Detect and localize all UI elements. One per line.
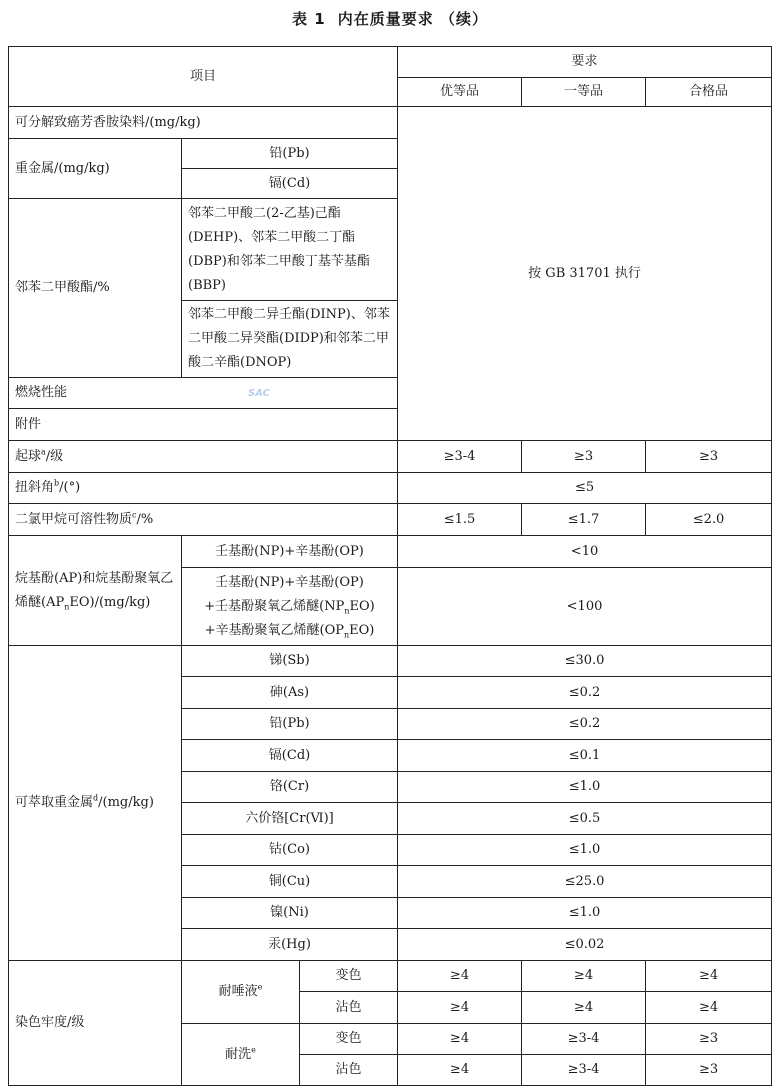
- phthalate-group-a: 邻苯二甲酸二(2-乙基)己酯(DEHP)、邻苯二甲酸二丁酯(DBP)和邻苯二甲酸丁基苄基酯(BBP): [182, 199, 398, 301]
- gb-reference: 按 GB 31701 执行: [398, 107, 772, 441]
- phthalate-group-b: 邻苯二甲酸二异壬酯(DINP)、邻苯二甲酸二异癸酯(DIDP)和邻苯二甲酸二辛酯(DNOP): [182, 301, 398, 378]
- ap-b2-sub: n: [344, 606, 350, 616]
- ap-group-a-value: <10: [398, 536, 772, 568]
- metal-name: 铅(Pb): [182, 709, 398, 740]
- quality-table: [8, 46, 772, 1086]
- pilling-premium: ≥3-4: [398, 441, 522, 473]
- metal-value: ≤1.0: [398, 835, 772, 866]
- dcm-first: ≤1.7: [522, 504, 646, 536]
- row-colorfastness: 染色牢度/级: [9, 961, 182, 1086]
- metal-name: 铜(Cu): [182, 866, 398, 898]
- ap-b2-start: +壬基酚聚氧乙烯醚(NP: [204, 598, 345, 614]
- pilling-label: 起球: [15, 448, 42, 464]
- saliva-label: 耐唾液: [218, 984, 258, 999]
- row-alkylphenol: [9, 536, 182, 646]
- extractable-label: 可萃取重金属: [15, 795, 94, 810]
- watermark: SAC: [248, 388, 270, 399]
- metal-name: 锑(Sb): [182, 646, 398, 677]
- dcm-label: 二氯甲烷可溶性物质: [15, 511, 133, 527]
- metal-name: 铬(Cr): [182, 772, 398, 803]
- saliva-stain-first: ≥4: [522, 992, 646, 1024]
- header-grade-qualified: 合格品: [646, 78, 772, 107]
- ap-b3-end: EO): [349, 622, 375, 638]
- wash-label: 耐洗: [225, 1046, 252, 1062]
- table-continued: （续）: [439, 10, 488, 28]
- pilling-first: ≥3: [522, 441, 646, 473]
- dcm-unit: /%: [136, 511, 154, 527]
- row-skew: [9, 473, 398, 504]
- ap-sub: n: [64, 602, 70, 612]
- ap-group-b-line1: 壬基酚(NP)+辛基酚(OP): [215, 574, 364, 590]
- wash-stain-label: 沾色: [300, 1055, 398, 1086]
- skew-label: 扭斜角: [15, 480, 55, 495]
- metal-name: 钴(Co): [182, 835, 398, 866]
- metal-name: 镉(Cd): [182, 740, 398, 772]
- wash-stain-first: ≥3-4: [522, 1055, 646, 1086]
- ap-b2-end: EO): [349, 598, 375, 614]
- heavy-metal-lead: 铅(Pb): [182, 139, 398, 169]
- metal-value: ≤1.0: [398, 898, 772, 929]
- saliva-stain-qualified: ≥4: [646, 992, 772, 1024]
- wash-change-premium: ≥4: [398, 1024, 522, 1055]
- table-caption: 内在质量要求: [337, 10, 434, 28]
- saliva-change-premium: ≥4: [398, 961, 522, 992]
- row-pilling: [9, 441, 398, 473]
- table-number: 表 1: [292, 10, 326, 28]
- saliva-change-first: ≥4: [522, 961, 646, 992]
- metal-value: ≤0.1: [398, 740, 772, 772]
- wash-change-first: ≥3-4: [522, 1024, 646, 1055]
- header-grade-premium: 优等品: [398, 78, 522, 107]
- wash-stain-qualified: ≥3: [646, 1055, 772, 1086]
- row-flammability: 燃烧性能: [9, 378, 398, 409]
- saliva-change-label: 变色: [300, 961, 398, 992]
- metal-name: 砷(As): [182, 677, 398, 709]
- row-accessories: 附件: [9, 409, 398, 441]
- header-requirement: 要求: [398, 47, 772, 78]
- row-phthalate: 邻苯二甲酸酯/%: [9, 199, 182, 378]
- dcm-qualified: ≤2.0: [646, 504, 772, 536]
- skew-note: b: [54, 478, 60, 488]
- row-heavy-metal: 重金属/(mg/kg): [9, 139, 182, 199]
- metal-value: ≤25.0: [398, 866, 772, 898]
- saliva-stain-premium: ≥4: [398, 992, 522, 1024]
- wash-fastness: [182, 1024, 300, 1086]
- metal-name: 汞(Hg): [182, 929, 398, 961]
- extractable-note: d: [93, 793, 99, 803]
- ap-group-b-line2: [188, 595, 391, 619]
- pilling-note: a: [41, 447, 46, 457]
- dcm-premium: ≤1.5: [398, 504, 522, 536]
- heavy-metal-cadmium: 镉(Cd): [182, 169, 398, 199]
- wash-change-label: 变色: [300, 1024, 398, 1055]
- header-grade-first: 一等品: [522, 78, 646, 107]
- row-azo-dyes: 可分解致癌芳香胺染料/(mg/kg): [9, 107, 398, 139]
- metal-value: ≤0.2: [398, 677, 772, 709]
- skew-value: ≤5: [398, 473, 772, 504]
- metal-name: 镍(Ni): [182, 898, 398, 929]
- metal-name: 六价铬[Cr(Ⅵ)]: [182, 803, 398, 835]
- ap-group-b: [182, 568, 398, 646]
- ap-b3-sub: n: [344, 630, 350, 640]
- saliva-stain-label: 沾色: [300, 992, 398, 1024]
- extractable-unit: /(mg/kg): [98, 795, 154, 810]
- ap-group-b-line3: [188, 619, 391, 643]
- ap-label-tail: EO)/(mg/kg): [69, 594, 151, 610]
- saliva-note: e: [257, 982, 263, 992]
- header-item: 项目: [9, 47, 398, 107]
- ap-b3-start: +辛基酚聚氧乙烯醚(OP: [204, 622, 344, 638]
- wash-change-qualified: ≥3: [646, 1024, 772, 1055]
- metal-value: ≤0.02: [398, 929, 772, 961]
- saliva-change-qualified: ≥4: [646, 961, 772, 992]
- saliva-fastness: [182, 961, 300, 1024]
- dcm-note: c: [132, 510, 137, 520]
- row-dcm: [9, 504, 398, 536]
- metal-value: ≤0.2: [398, 709, 772, 740]
- table-title: [0, 8, 780, 29]
- metal-value: ≤1.0: [398, 772, 772, 803]
- ap-group-a: 壬基酚(NP)+辛基酚(OP): [182, 536, 398, 568]
- skew-unit: /(°): [59, 480, 81, 495]
- ap-group-b-value: <100: [398, 568, 772, 646]
- wash-note: e: [251, 1045, 256, 1055]
- metal-value: ≤30.0: [398, 646, 772, 677]
- row-extractable-metals: [9, 646, 182, 961]
- pilling-unit: /级: [45, 448, 64, 464]
- metal-value: ≤0.5: [398, 803, 772, 835]
- pilling-qualified: ≥3: [646, 441, 772, 473]
- ap-label: 烷基酚(AP)和烷基酚聚氧乙烯醚(AP: [15, 570, 174, 610]
- wash-stain-premium: ≥4: [398, 1055, 522, 1086]
